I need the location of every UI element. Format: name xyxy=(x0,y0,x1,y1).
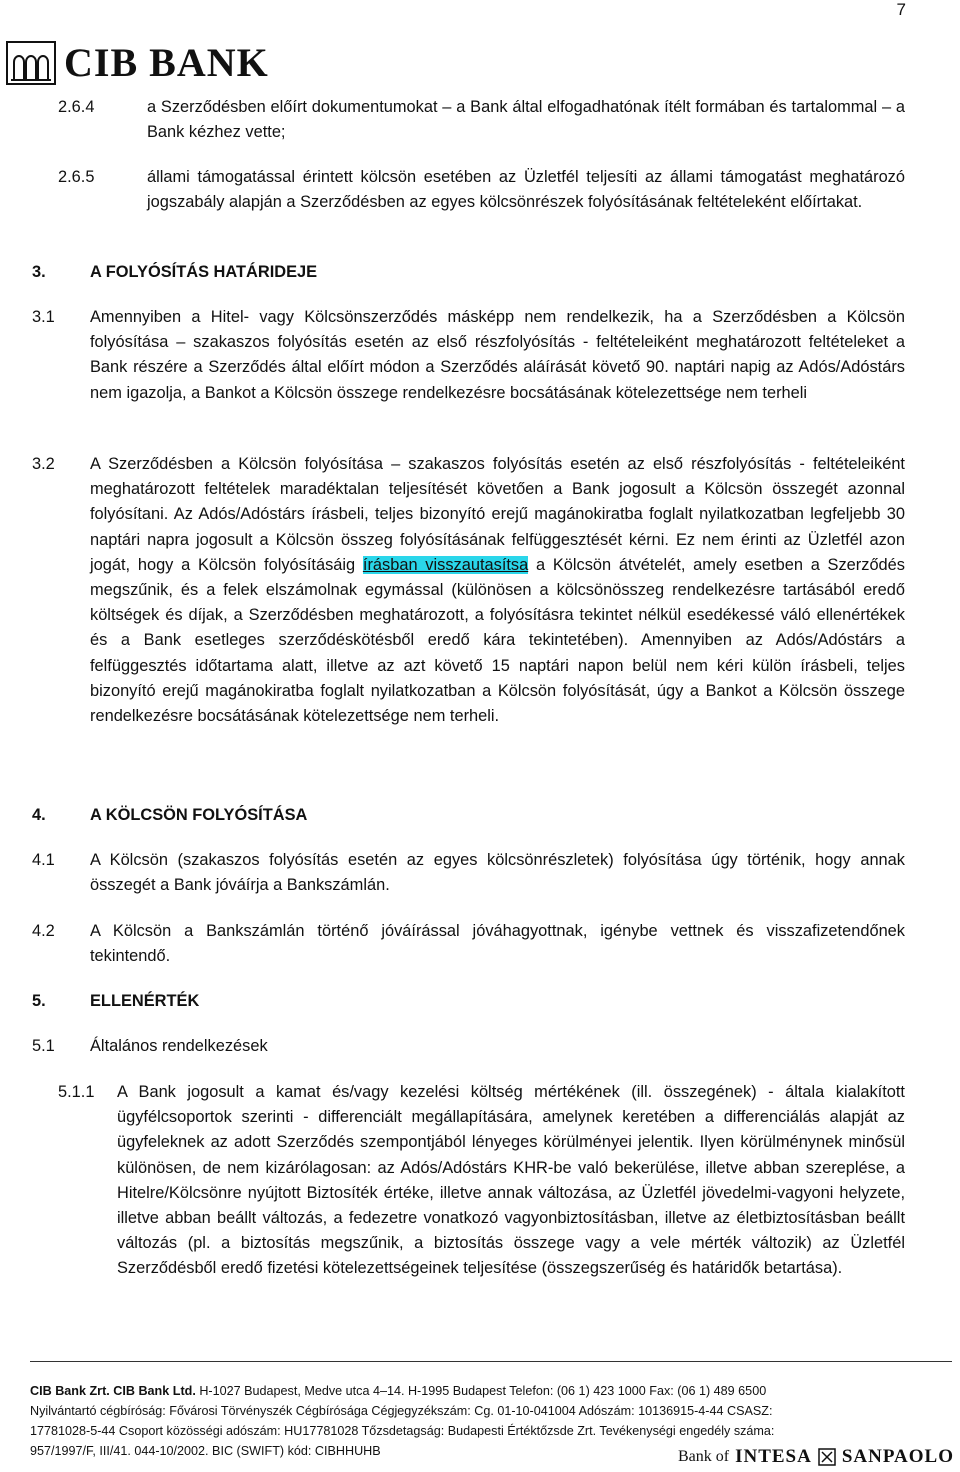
item-number: 3.2 xyxy=(32,455,55,473)
highlighted-text: írásban visszautasítsa xyxy=(362,555,529,574)
item-number: 4.2 xyxy=(32,922,55,940)
item-text: A Kölcsön (szakaszos folyósítás esetén az egyes kölcsönrészletek) folyósítása úgy történik, hogy annak összegét a Bank jóváírja a Bankszámlán. xyxy=(90,851,905,895)
item-number: 3.1 xyxy=(32,308,55,326)
section-title: A FOLYÓSÍTÁS HATÁRIDEJE xyxy=(90,263,318,281)
item-text: állami támogatással érintett kölcsön esetében az Üzletfél teljesíti az állami támogatást meghatározó jogszabály alapján a Szerződésben az egyes kölcsönrészek folyósításának feltételeként előírtakat. xyxy=(147,168,905,212)
sanpaolo-emblem-icon xyxy=(818,1448,836,1466)
intesa-sanpaolo-logo xyxy=(678,1445,954,1469)
footer-line-2: Nyilvántartó cégbíróság: Fővárosi Törvényszék Cégbírósága Cégjegyzékszám: Cg. 01-10-041004 Adószám: 10136915-4-44 CSASZ: xyxy=(30,1404,773,1418)
item-number: 5.1 xyxy=(32,1037,55,1055)
footer-line-3: 17781028-5-44 Csoport közösségi adószám: HU17781028 Tőzsdetagság: Budapesti Értéktőzsde Zrt. Tevékenységi engedély száma: xyxy=(30,1424,775,1438)
item-text-part: a Kölcsön átvételét, amely esetben a Szerződés megszűnik, és a felek elszámolnak egymással (különösen a kölcsönösszeg rendelkezésre tartásából eredő költségek és díjak, a Szerződésben meghatározott, a folyósításra tekintet nélkül esedékessé váló ellenértékek és a Bank esetleges szerződéskötésből eredő kára tekintetében). Amennyiben az Adós/Adóstárs a felfüggesztés időtartama alatt, illetve az azt követő 15 naptári napon belül nem kéri külön írásbeli, teljes bizonyító erejű magánokiratba foglalt nyilatkozatban a Kölcsön folyósítását, úgy a Bankot a Kölcsön összege rendelkezésre bocsátásának kötelezettsége nem terheli. xyxy=(90,555,905,726)
footer-line-1 xyxy=(30,1383,766,1399)
bank-of-text: Bank of xyxy=(677,1448,730,1465)
item-number: 5.1.1 xyxy=(58,1083,95,1101)
item-number: 2.6.5 xyxy=(58,168,95,186)
page-number: 7 xyxy=(896,0,906,19)
item-text: Általános rendelkezések xyxy=(90,1037,268,1055)
section-number: 3. xyxy=(32,263,46,281)
brand-name: CIB BANK xyxy=(64,40,269,85)
section-number: 5. xyxy=(32,992,46,1010)
footer-line-4: 957/1997/F, III/41. 044-10/2002. BIC (SWIFT) kód: CIBHHUHB xyxy=(30,1444,381,1458)
section-title: ELLENÉRTÉK xyxy=(90,992,200,1010)
footer-address: H-1027 Budapest, Medve utca 4–14. H-1995 Budapest Telefon: (06 1) 423 1000 Fax: (06 1) 489 6500 xyxy=(195,1384,767,1398)
footer-divider xyxy=(30,1361,952,1362)
item-text xyxy=(90,452,905,729)
footer-company: CIB Bank Zrt. CIB Bank Ltd. xyxy=(30,1384,196,1398)
item-number: 4.1 xyxy=(32,851,55,869)
item-text: A Kölcsön a Bankszámlán történő jóváírással jóváhagyottnak, igénybe vettnek és visszafizetendőnek tekintendő. xyxy=(90,922,905,966)
section-number: 4. xyxy=(32,806,46,824)
bank-building-icon xyxy=(6,40,58,86)
sanpaolo-text: SANPAOLO xyxy=(841,1446,954,1467)
item-text-part: A Szerződésben a Kölcsön folyósítása – szakaszos folyósítás esetén az első részfolyósítás - feltételeiként meghatározott feltételek maradéktalan teljesítését követően a Bank jogosult a Kölcsön összegét azonnal folyósítani. Az Adós/Adóstárs írásbeli, teljes bizonyító erejű magánokiratba foglalt nyilatkozatban legfeljebb 30 naptári napra jogosult a Kölcsön összeg folyósításának felfüggesztését kérni. Ez nem érinti az Üzletfél azon jogát, hogy a Kölcsön folyósításáig xyxy=(90,455,905,574)
item-text: A Bank jogosult a kamat és/vagy kezelési költség mértékének (ill. összegének) - általa kialakított ügyfélcsoportok szerinti - differenciált megállapítására, amelynek keretében a differenciálás alapját az ügyfeleknek az adott Szerződés szempontjából lényeges körülményei jelentik. Ilyen körülménynek minősül különösen, de nem kizárólagosan: az Adós/Adóstárs KHR-be való bekerülése, illetve abban szereplése, a Hitelre/Kölcsönre nyújtott Biztosíték értéke, illetve annak változása, az Üzletfél jövedelmi-vagyoni helyzete, illetve abban beállt változás, a fedezetre vonatkozó vagyonbiztosításban, illetve az életbiztosításban beállt változás (pl. a biztosítás megszűnik, a biztosítás összege vagy a vele mérték változik) az Üzletfél Szerződésből eredő fizetési kötelezettségeinek teljesítése (összegszerűség és határidők betartása). xyxy=(117,1083,905,1278)
intesa-text: INTESA xyxy=(735,1446,812,1467)
section-title: A KÖLCSÖN FOLYÓSÍTÁSA xyxy=(90,806,308,824)
item-text: Amennyiben a Hitel- vagy Kölcsönszerződés másképp nem rendelkezik, ha a Szerződésben a Kölcsön folyósítása – szakaszos folyósítás esetén az első részfolyósítás - feltételeiként meghatározott feltételeket a Bank részére a Szerződés által előírt módon a Szerződés aláírását követő 90. naptári napig az Adós/Adóstárs nem igazolja, a Bankot a Kölcsön összege rendelkezésre bocsátásának kötelezettsége nem terheli xyxy=(90,308,905,402)
item-text: a Szerződésben előírt dokumentumokat – a Bank által elfogadhatónak ítélt formában és tartalommal – a Bank kézhez vette; xyxy=(147,98,905,142)
item-number: 2.6.4 xyxy=(58,98,95,116)
cib-bank-logo xyxy=(6,40,306,86)
